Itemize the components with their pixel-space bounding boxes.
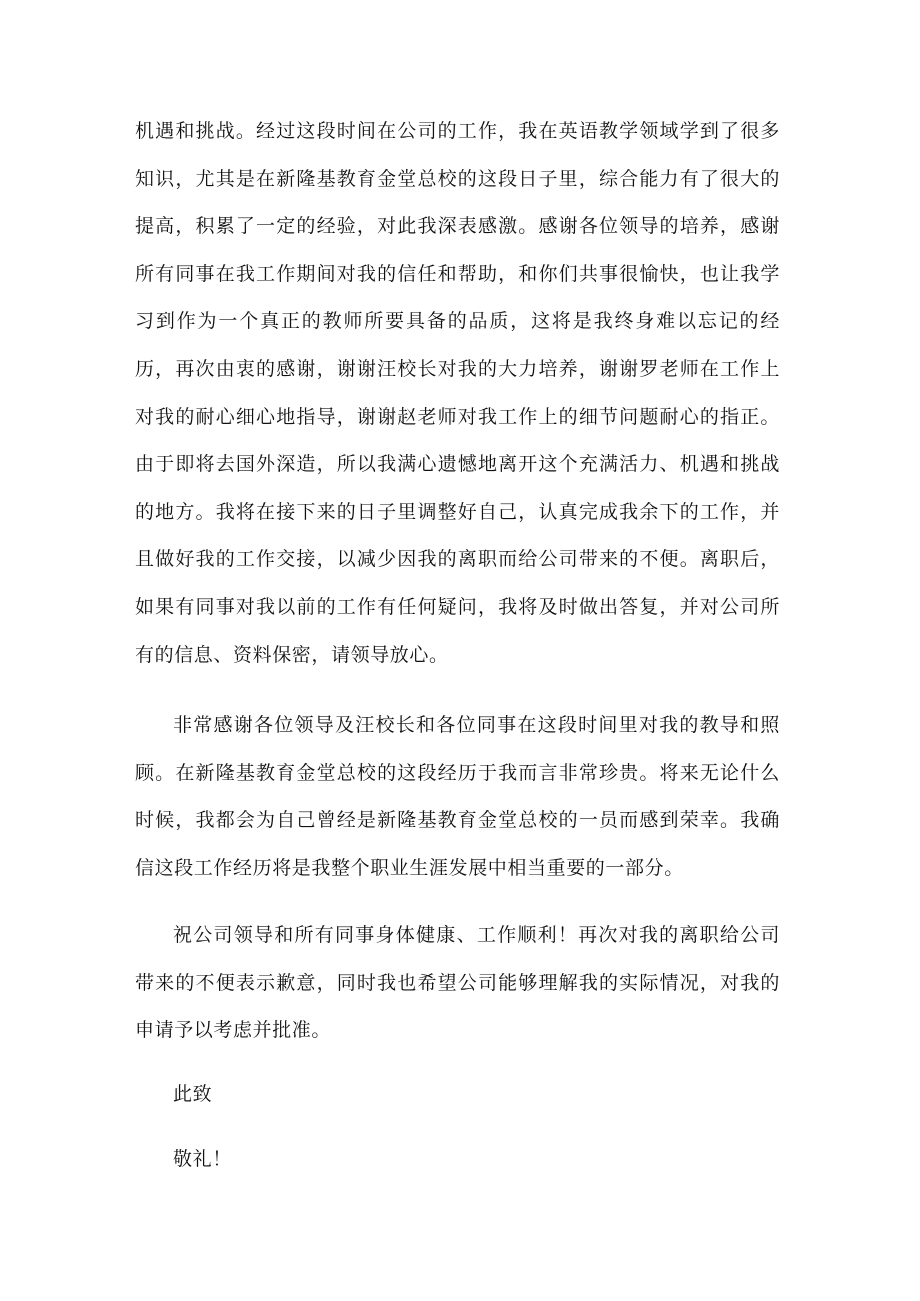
closing-regards: 敬礼！ [173,1148,232,1170]
body-paragraph-3: 祝公司领导和所有同事身体健康、工作顺利！再次对我的离职给公司带来的不便表示歉意，同时我也希望公司能够理解我的实际情况，对我的申请予以考虑并批准。 [135,924,780,1042]
closing-salutation: 此致 [173,1083,213,1105]
body-paragraph-1: 机遇和挑战。经过这段时间在公司的工作，我在英语教学领域学到了很多知识，尤其是在新隆基教育金堂总校的这段日子里，综合能力有了很大的提高，积累了一定的经验，对此我深表感激。感谢各位领导的培养，感谢所有同事在我工作期间对我的信任和帮助，和你们共事很愉快，也让我学习到作为一个真正的教师所要具备的品质，这将是我终身难以忘记的经历，再次由衷的感谢，谢谢汪校长对我的大力培养，谢谢罗老师在工作上对我的耐心细心地指导，谢谢赵老师对我工作上的细节问题耐心的指正。由于即将去国外深造，所以我满心遗憾地离开这个充满活力、机遇和挑战的地方。我将在接下来的日子里调整好自己，认真完成我余下的工作，并且做好我的工作交接，以减少因我的离职而给公司带来的不便。离职后，如果有同事对我以前的工作有任何疑问，我将及时做出答复，并对公司所有的信息、资料保密，请领导放心。 [135,120,780,666]
body-paragraph-2: 非常感谢各位领导及汪校长和各位同事在这段时间里对我的教导和照顾。在新隆基教育金堂总校的这段经历于我而言非常珍贵。将来无论什么时候，我都会为自己曾经是新隆基教育金堂总校的一员而感到荣幸。我确信这段工作经历将是我整个职业生涯发展中相当重要的一部分。 [135,714,780,879]
